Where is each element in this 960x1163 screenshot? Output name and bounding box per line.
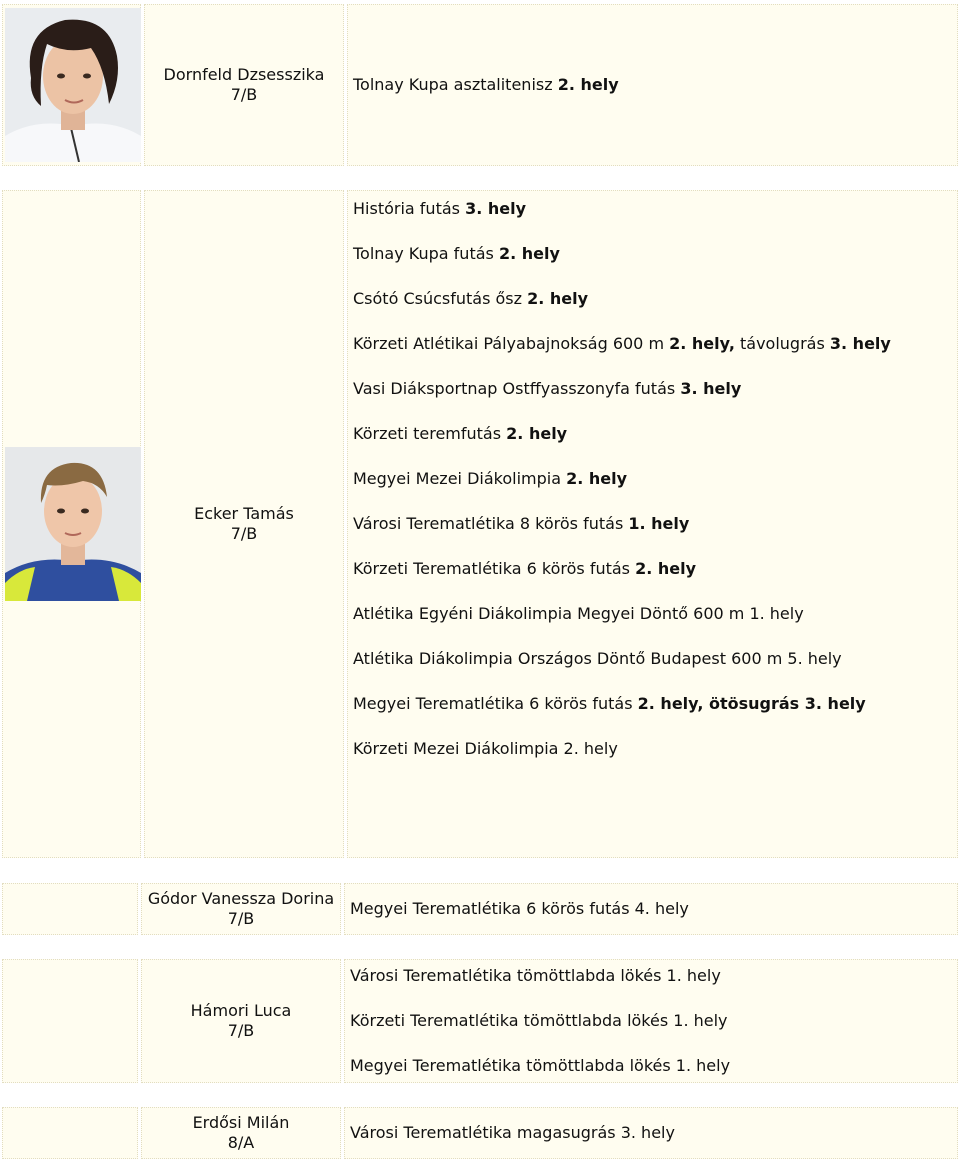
student-name: Erdősi Milán	[192, 1113, 290, 1132]
student-class: 7/B	[227, 1021, 255, 1040]
student-name-cell	[141, 1107, 341, 1159]
achievements-cell	[347, 4, 958, 166]
student-class: 7/B	[227, 909, 255, 928]
achievement-item: Tolnay Kupa futás 2. hely	[353, 244, 560, 263]
achievement-item: Körzeti teremfutás 2. hely	[353, 424, 568, 443]
achievement-item: Körzeti Terematlétika tömöttlabda lökés 1. hely	[350, 1011, 728, 1030]
achievements-cell	[347, 190, 958, 858]
photo-cell	[2, 1107, 138, 1159]
achievement-item: Vasi Diáksportnap Ostffyasszonyfa futás 3. hely	[353, 379, 742, 398]
achievement-item: Városi Terematlétika magasugrás 3. hely	[350, 1123, 675, 1142]
achievement-item: Atlétika Egyéni Diákolimpia Megyei Döntő 600 m 1. hely	[353, 604, 804, 623]
student-photo	[5, 447, 141, 601]
student-class: 7/B	[230, 524, 258, 543]
student-name-cell	[144, 4, 344, 166]
student-name: Gódor Vanessza Dorina	[147, 889, 335, 908]
achievements-cell	[344, 1107, 958, 1159]
student-name: Hámori Luca	[190, 1001, 292, 1020]
achievement-item: História futás 3. hely	[353, 199, 527, 218]
photo-cell	[2, 883, 138, 935]
achievement-item: Körzeti Mezei Diákolimpia 2. hely	[353, 739, 618, 758]
photo-cell	[2, 190, 141, 858]
student-name-cell	[144, 190, 344, 858]
achievement-item: Városi Terematlétika 8 körös futás 1. hely	[353, 514, 690, 533]
student-row	[0, 190, 960, 858]
achievement-item: Megyei Terematlétika 6 körös futás 4. hely	[350, 899, 689, 918]
photo-cell	[2, 4, 141, 166]
student-row	[0, 4, 960, 166]
achievement-item: Körzeti Atlétikai Pályabajnokság 600 m 2. hely, távolugrás 3. hely	[353, 334, 891, 353]
achievement-item: Városi Terematlétika tömöttlabda lökés 1. hely	[350, 966, 721, 985]
achievement-item: Atlétika Diákolimpia Országos Döntő Budapest 600 m 5. hely	[353, 649, 842, 668]
student-photo	[5, 8, 141, 162]
student-row	[0, 959, 960, 1083]
achievement-item: Körzeti Terematlétika 6 körös futás 2. hely	[353, 559, 697, 578]
student-name-cell	[141, 883, 341, 935]
student-name-cell	[141, 959, 341, 1083]
student-name: Dornfeld Dzsesszika	[163, 65, 325, 84]
achievement-item: Csótó Csúcsfutás ősz 2. hely	[353, 289, 589, 308]
student-row	[0, 883, 960, 935]
student-class: 8/A	[227, 1133, 255, 1152]
achievement-item: Tolnay Kupa asztalitenisz 2. hely	[353, 75, 619, 94]
student-name: Ecker Tamás	[194, 504, 294, 523]
achievement-item: Megyei Terematlétika tömöttlabda lökés 1. hely	[350, 1056, 731, 1075]
achievements-cell	[344, 959, 958, 1083]
photo-cell	[2, 959, 138, 1083]
achievements-cell	[344, 883, 958, 935]
student-row	[0, 1107, 960, 1159]
achievement-item: Megyei Mezei Diákolimpia 2. hely	[353, 469, 628, 488]
achievement-item: Megyei Terematlétika 6 körös futás 2. hely, ötösugrás 3. hely	[353, 694, 866, 713]
student-class: 7/B	[230, 85, 258, 104]
